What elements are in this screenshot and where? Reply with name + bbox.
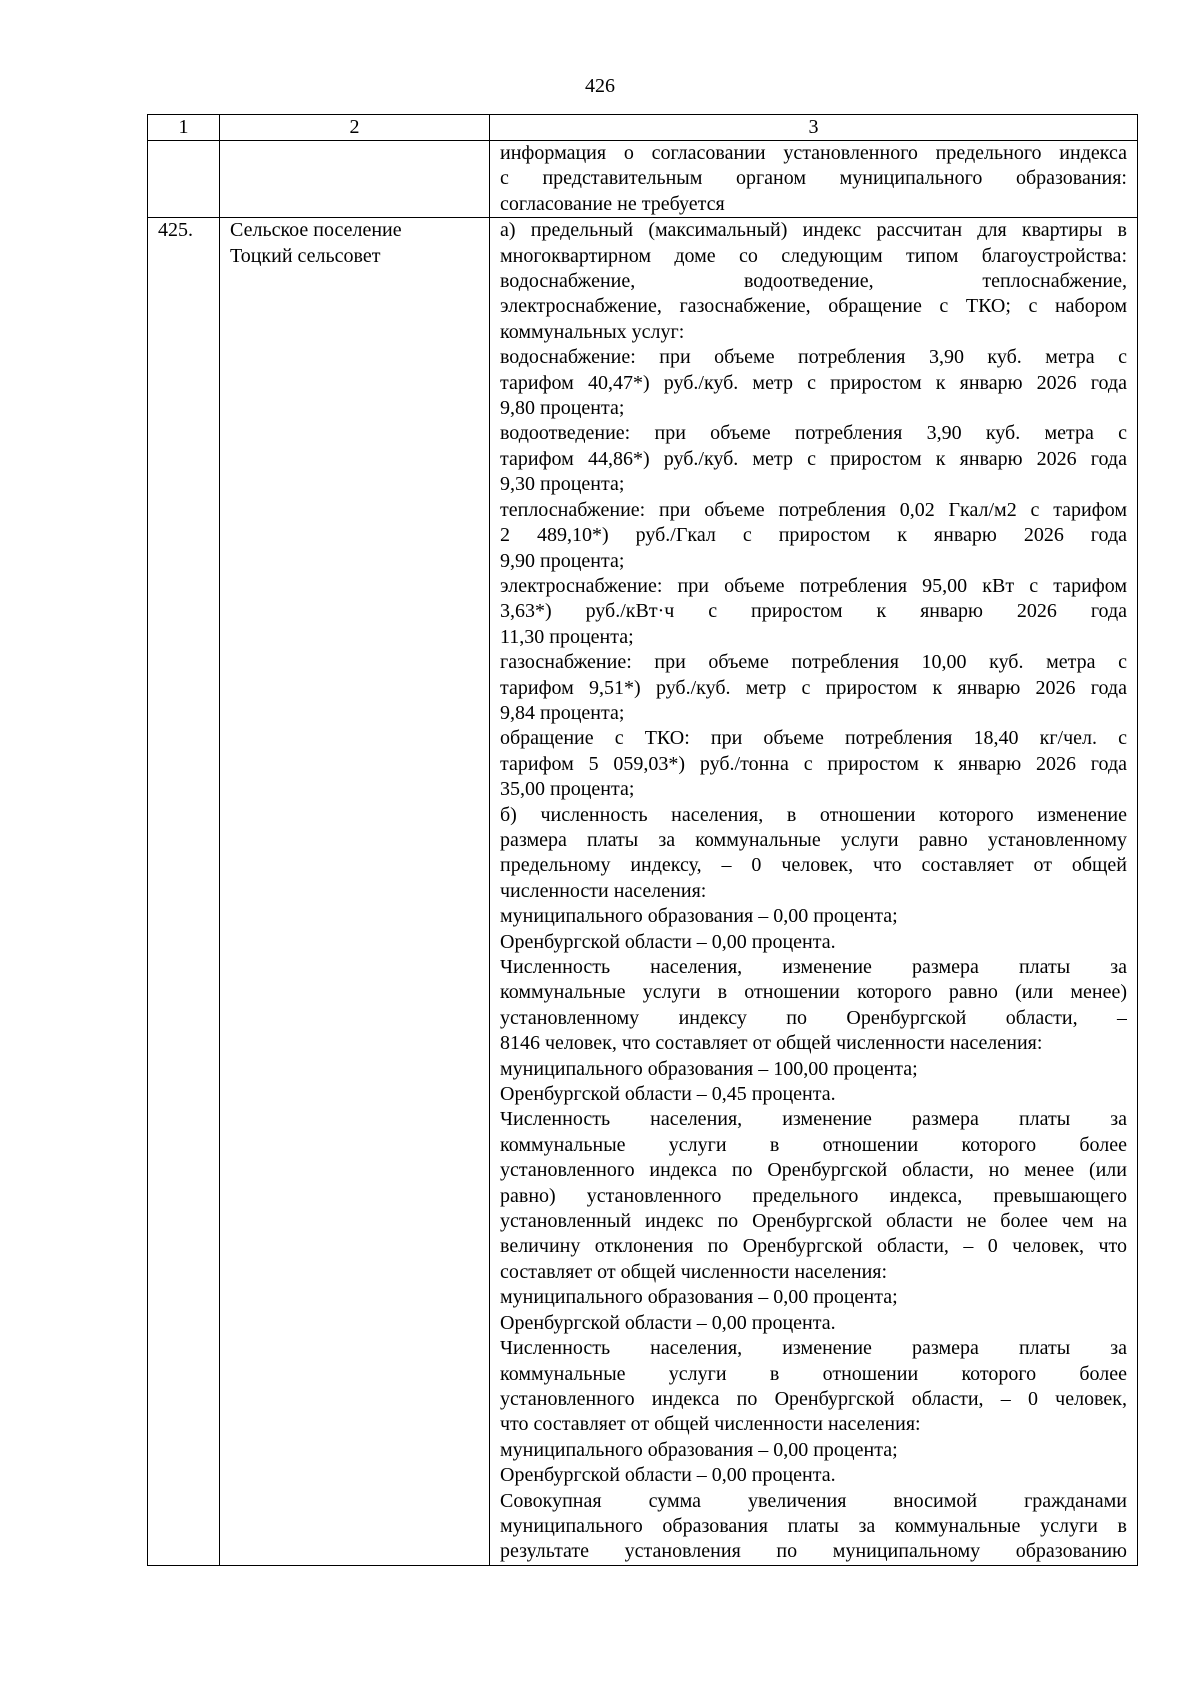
table-row-425 [148,218,1138,1566]
text-line: 9,84 процента; [500,701,625,724]
text-line: предельному индексу, – 0 человек, что составляет от общей [500,854,1127,877]
text-line: составляет от общей численности населения: [500,1260,888,1283]
text-line: муниципального образования платы за коммунальные услуги в [500,1514,1127,1537]
text-line: муниципального образования – 0,00 процента; [500,1438,898,1461]
text-line: коммунальных услуг: [500,320,685,343]
text-line: тарифом 40,47*) руб./куб. метр с приростом к январю 2026 года [500,371,1127,394]
text-line: размера платы за коммунальные услуги равно установленному [500,828,1127,851]
text-line: 9,30 процента; [500,473,625,496]
municipality-name-line: Сельское поселение [230,219,402,242]
text-line: тарифом 5 059,03*) руб./тонна с приростом к январю 2026 года [500,752,1127,775]
text-line: величину отклонения по Оренбургской области, – 0 человек, что [500,1235,1127,1258]
text-line: установленного индекса по Оренбургской области, – 0 человек, [500,1387,1127,1410]
text-line: равно) установленного предельного индекса, превышающего [500,1184,1127,1207]
column-header-1: 1 [148,115,220,141]
text-line: результате установления по муниципальному образованию [500,1540,1127,1563]
text-line: б) численность населения, в отношении которого изменение [500,803,1127,826]
text-line: 3,63*) руб./кВт·ч с приростом к январю 2026 года [500,600,1127,623]
text-line: коммунальные услуги в отношении которого более [500,1133,1127,1156]
text-line: электроснабжение: при объеме потребления 95,00 кВт с тарифом [500,574,1127,597]
text-line: 2 489,10*) руб./Гкал с приростом к январю 2026 года [500,524,1127,547]
municipality-name-line: Тоцкий сельсовет [230,244,381,267]
municipality-name-cell [220,141,490,218]
text-line: муниципального образования – 0,00 процента; [500,1286,898,1309]
text-line: установленный индекс по Оренбургской области не более чем на [500,1210,1127,1233]
text-line: коммунальные услуги в отношении которого равно (или менее) [500,981,1127,1004]
text-line: электроснабжение, газоснабжение, обращение с ТКО; с набором [500,295,1127,318]
text-line: коммунальные услуги в отношении которого более [500,1362,1127,1385]
document-table [147,114,1138,1566]
text-line: информация о согласовании установленного предельного индекса [500,142,1127,164]
indicator-text-cell [490,141,1138,218]
text-line: согласование не требуется [500,192,725,215]
text-line: тарифом 44,86*) руб./куб. метр с приростом к январю 2026 года [500,447,1127,470]
column-header-3: 3 [490,115,1138,141]
text-line: водоснабжение: при объеме потребления 3,90 куб. метра с [500,346,1127,369]
text-line: водоотведение: при объеме потребления 3,90 куб. метра с [500,422,1127,445]
text-line: Оренбургской области – 0,45 процента. [500,1083,836,1106]
indicator-text-cell [490,218,1138,1566]
table-header-row [148,115,1138,141]
text-line: с представительным органом муниципального образования: [500,167,1127,190]
column-header-2: 2 [220,115,490,141]
row-number-cell [148,141,220,218]
text-line: многоквартирном доме со следующим типом благоустройства: [500,244,1127,267]
text-line: Численность населения, изменение размера платы за [500,1108,1127,1131]
text-line: обращение с ТКО: при объеме потребления 18,40 кг/чел. с [500,727,1127,750]
table-row-continuation [148,141,1138,218]
page-number: 426 [585,75,615,97]
text-line: муниципального образования – 0,00 процента; [500,905,898,928]
text-line: Оренбургской области – 0,00 процента. [500,930,836,953]
text-line: теплоснабжение: при объеме потребления 0,02 Гкал/м2 с тарифом [500,498,1127,521]
row-number-cell: 425. [148,218,220,1566]
text-line: установленного индекса по Оренбургской области, но менее (или [500,1159,1127,1182]
text-line: 8146 человек, что составляет от общей численности населения: [500,1032,1043,1055]
text-line: газоснабжение: при объеме потребления 10,00 куб. метра с [500,651,1127,674]
text-line: а) предельный (максимальный) индекс рассчитан для квартиры в [500,219,1127,242]
municipality-name-cell [220,218,490,1566]
text-line: 11,30 процента; [500,625,634,648]
text-line: водоснабжение, водоотведение, теплоснабжение, [500,270,1127,293]
text-line: численности населения: [500,879,707,902]
text-line: установленному индексу по Оренбургской области, – [500,1006,1127,1029]
text-line: 9,80 процента; [500,397,625,420]
text-line: что составляет от общей численности населения: [500,1413,921,1436]
text-line: Оренбургской области – 0,00 процента. [500,1464,836,1487]
text-line: Совокупная сумма увеличения вносимой гражданами [500,1489,1127,1512]
text-line: тарифом 9,51*) руб./куб. метр с приростом к январю 2026 года [500,676,1127,699]
text-line: Численность населения, изменение размера платы за [500,956,1127,978]
text-line: Оренбургской области – 0,00 процента. [500,1311,836,1334]
text-line: муниципального образования – 100,00 процента; [500,1057,918,1080]
text-line: 9,90 процента; [500,549,625,572]
text-line: 35,00 процента; [500,778,635,801]
text-line: Численность населения, изменение размера платы за [500,1337,1127,1360]
